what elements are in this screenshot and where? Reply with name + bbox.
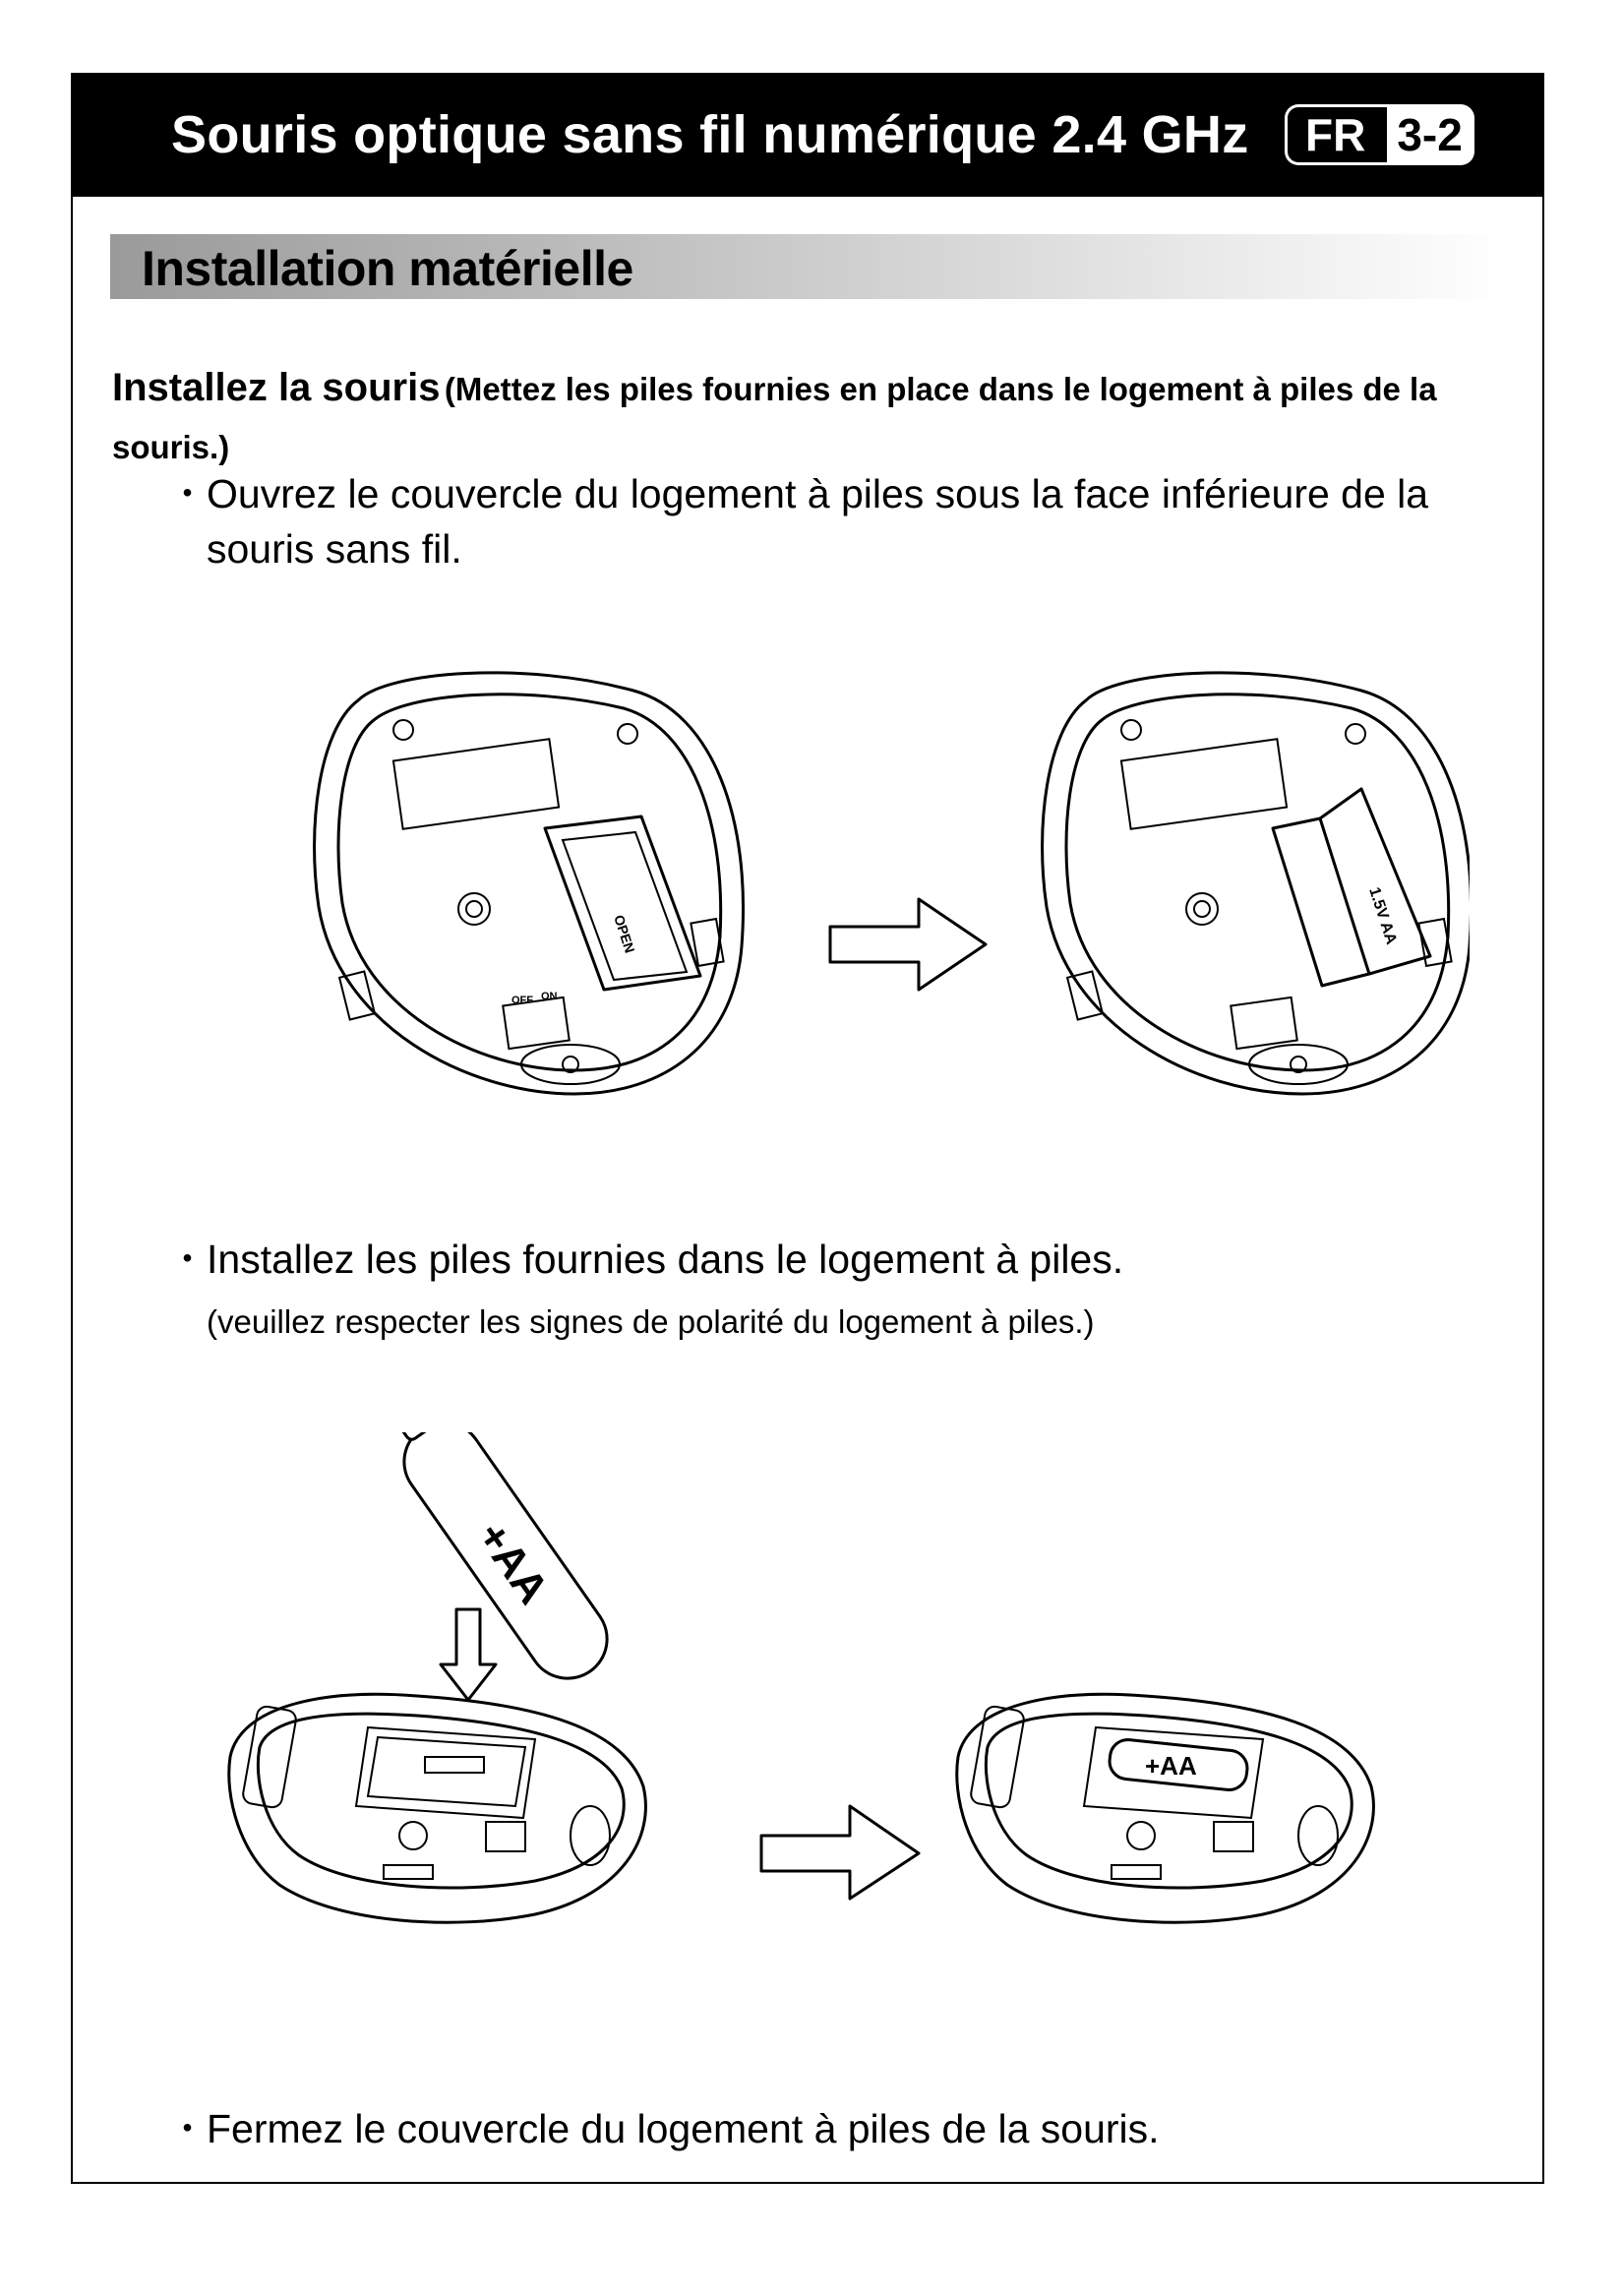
bullet-marker: ・ xyxy=(167,2106,208,2151)
intro-paragraph xyxy=(112,362,1509,480)
illustration-insert-battery xyxy=(210,1432,1489,1983)
intro-heading: Installez la souris xyxy=(112,366,441,409)
step-close-cover xyxy=(167,2101,1446,2160)
switch-off-label: OFF xyxy=(511,995,533,1006)
page-header xyxy=(73,75,1542,197)
battery-icon xyxy=(379,1432,623,1694)
page-frame xyxy=(71,73,1544,2184)
page-badge xyxy=(1285,104,1474,165)
bullet-marker: ・ xyxy=(167,471,208,516)
illustration-open-cover xyxy=(250,632,1470,1163)
page-title: Souris optique sans fil numérique 2.4 GHz xyxy=(171,105,1249,164)
page-number-badge: 3-2 xyxy=(1387,104,1473,165)
switch-on-label: ON xyxy=(541,991,558,1002)
cover-label: OPEN xyxy=(611,912,638,955)
intro-subtext: (Mettez les piles fournies en place dans le logement à piles de la souris.) xyxy=(112,371,1437,465)
arrow-down-icon xyxy=(441,1609,496,1700)
arrow-right-icon xyxy=(830,899,986,990)
battery-spec-label: 1.5V AA xyxy=(1365,884,1400,947)
battery-installed-label: +AA xyxy=(1145,1751,1197,1781)
mouse-underside-closed xyxy=(315,673,744,1094)
bullet-marker: ・ xyxy=(167,1237,208,1282)
language-badge: FR xyxy=(1285,104,1387,165)
mouse-open-compartment xyxy=(229,1694,646,1922)
step-text: Ouvrez le couvercle du logement à piles sous la face inférieure de la souris sans fil. xyxy=(207,471,1429,572)
step-note: (veuillez respecter les signes de polarité du logement à piles.) xyxy=(207,1303,1095,1340)
step-text: Fermez le couvercle du logement à piles de la souris. xyxy=(207,2106,1160,2151)
mouse-battery-installed xyxy=(957,1694,1374,1922)
step-text: Installez les piles fournies dans le logement à piles. xyxy=(207,1237,1124,1282)
mouse-underside-open xyxy=(1043,673,1470,1094)
section-title: Installation matérielle xyxy=(142,241,633,296)
battery-label: +AA xyxy=(467,1513,558,1613)
step-open-cover xyxy=(167,466,1525,584)
step-insert-batteries xyxy=(167,1232,1446,1350)
arrow-right-icon xyxy=(761,1806,919,1899)
